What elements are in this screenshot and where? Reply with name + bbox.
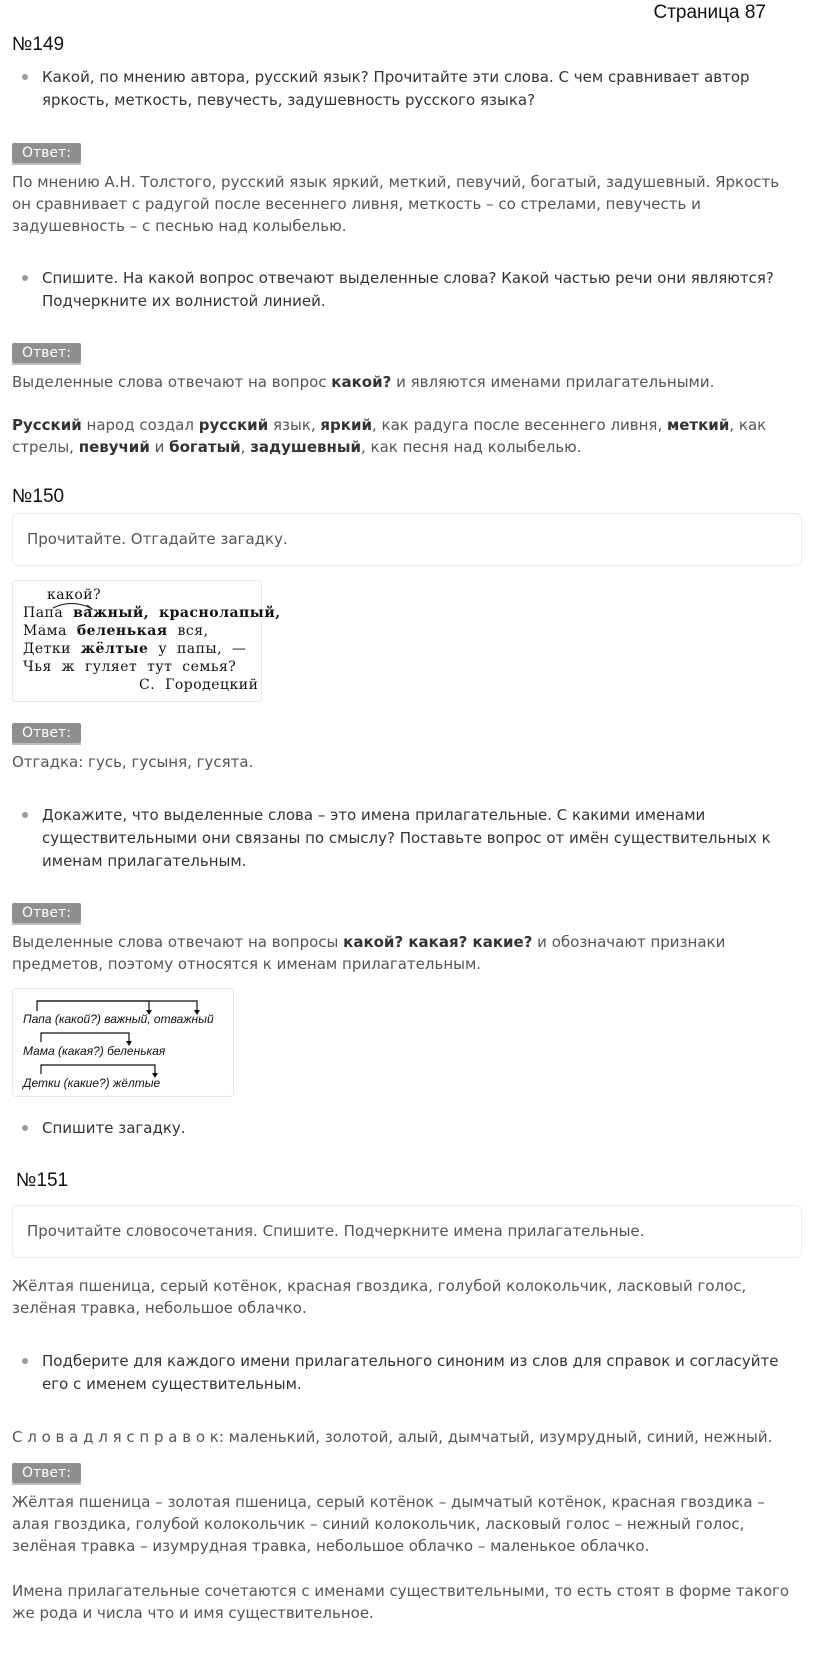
poem-line-2: Мама беленькая вся, (23, 623, 209, 639)
poem-line-4: Чья ж гуляет тут семья? (23, 659, 237, 675)
poem-author: С. Городецкий (139, 677, 259, 693)
ex151-question-2: Подберите для каждого имени прилагательного синоним из слов для справок и согласуйте его с именем существительным. (22, 1350, 792, 1396)
poem-line-3: Детки жёлтые у папы, — (23, 641, 247, 657)
bullet-dot (22, 275, 28, 281)
bullet-dot (22, 812, 28, 818)
answer-badge: Ответ: (12, 903, 81, 923)
bullet-dot (22, 74, 28, 80)
ex150-question-2: Докажите, что выделенные слова – это имена прилагательные. С какими именами существительными они связаны по смыслу? Поставьте вопрос от имён существительных к именам прилагательным. (22, 804, 792, 873)
bullet-dot (22, 1358, 28, 1364)
page-number: Страница 87 (653, 2, 766, 23)
ex151-answer-2: Имена прилагательные сочетаются с именами существительными, то есть стоят в форме такого же рода и числа что и имя существительное. (12, 1582, 790, 1622)
ex149-question-1: Какой, по мнению автора, русский язык? Прочитайте эти слова. С чем сравнивает автор яркость, меткость, певучесть, задушевность русского языка? (22, 66, 792, 112)
diagram-line-3: Детки (какие?) жёлтые (23, 1076, 161, 1090)
ex151-phrases: Жёлтая пшеница, серый котёнок, красная гвоздика, голубой колокольчик, ласковый голос, зелёная травка, небольшое облачко. (12, 1277, 747, 1317)
ex150-task-box (12, 513, 802, 566)
ex151-answer-1: Жёлтая пшеница – золотая пшеница, серый котёнок – дымчатый котёнок, красная гвоздика – алая гвоздика, голубой колокольчик – синий колокольчик, ласковый голос – нежный голос, зелёная травка – изумрудная травка, небольшое облачко – маленькое облачко. (12, 1493, 765, 1555)
ex150-question-3: Спишите загадку. (22, 1117, 792, 1140)
bullet-dot (22, 1125, 28, 1131)
answer-badge: Ответ: (12, 143, 81, 163)
diagram-line-2: Мама (какая?) беленькая (23, 1044, 166, 1058)
poem-image (12, 580, 281, 702)
poem-question: какой? (47, 587, 102, 603)
exercise-151-number: №151 (16, 1170, 69, 1191)
adjective-diagram (12, 988, 234, 1097)
answer-badge: Ответ: (12, 343, 81, 363)
ex149-sentence: Русский народ создал русский язык, яркий, как радуга после весеннего ливня, меткий, как стрелы, певучий и богатый, задушевный, как песня над колыбелью. (12, 416, 767, 456)
poem-line-1: Папа важный, краснолапый, (23, 605, 281, 621)
ex150-task-text: Прочитайте. Отгадайте загадку. (27, 530, 288, 548)
ex150-answer-2: Выделенные слова отвечают на вопросы какой? какая? какие? и обозначают признаки предметов, поэтому относятся к именам прилагательным. (12, 933, 726, 973)
diagram-line-1: Папа (какой?) важный, отважный (23, 1012, 214, 1026)
answer-badge: Ответ: (12, 723, 81, 743)
ex151-reference-words: С л о в а д л я с п р а в о к: маленький, золотой, алый, дымчатый, изумрудный, синий, нежный. (12, 1428, 773, 1446)
answer-badge: Ответ: (12, 1463, 81, 1483)
ex149-answer-2: Выделенные слова отвечают на вопрос какой? и являются именами прилагательными. (12, 373, 715, 391)
ex149-answer-1: По мнению А.Н. Толстого, русский язык яркий, меткий, певучий, богатый, задушевный. Яркость он сравнивает с радугой после весеннего ливня, меткость – со стрелами, певучесть и задушевность – с песнью над колыбелью. (12, 173, 780, 235)
ex149-question-2: Спишите. На какой вопрос отвечают выделенные слова? Какой частью речи они являются? Подчеркните их волнистой линией. (22, 267, 792, 313)
ex151-task-box (12, 1205, 802, 1258)
exercise-150-number: №150 (12, 486, 65, 507)
exercise-149-number: №149 (12, 34, 65, 55)
ex151-task-text: Прочитайте словосочетания. Спишите. Подчеркните имена прилагательные. (27, 1222, 645, 1240)
ex150-answer-1: Отгадка: гусь, гусыня, гусята. (12, 753, 254, 771)
